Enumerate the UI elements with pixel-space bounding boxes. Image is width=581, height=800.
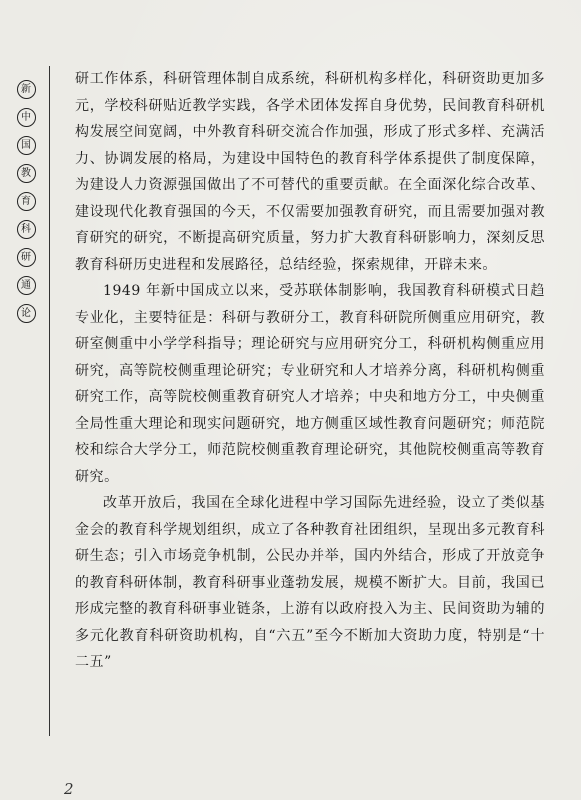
paragraph: 1949 年新中国成立以来，受苏联体制影响，我国教育科研模式日趋专业化，主要特征是：科研与教研分工，教育科研院所侧重应用研究，教研室侧重中小学学科指导；理论研究与应用研究分工，科研机构侧重应用研究，高等院校侧重理论研究；专业研究和人才培养分离，科研机构侧重研究工作，高等院校侧重教育研究人才培养；中央和地方分工，中央侧重全局性重大理论和现实问题研究，地方侧重区域性教育问题研究；师范院校和综合大学分工，师范院校侧重教育理论研究，其他院校侧重高等教育研究。 — [75, 283, 545, 485]
running-title-vertical — [13, 80, 39, 332]
running-title-char: 论 — [17, 304, 36, 323]
running-title-char: 研 — [17, 248, 36, 267]
running-title-char: 新 — [17, 80, 36, 99]
margin-rule — [49, 66, 50, 736]
running-title-char: 科 — [17, 220, 36, 239]
running-title-char: 通 — [17, 276, 36, 295]
running-title-char: 中 — [17, 108, 36, 127]
running-title-char: 国 — [17, 136, 36, 155]
body-text — [75, 66, 545, 676]
paragraph: 改革开放后，我国在全球化进程中学习国际先进经验，设立了类似基金会的教育科学规划组织，成立了各种教育社团组织，呈现出多元教育科研生态；引入市场竞争机制，公民办并举，国内外结合，形成了开放竞争的教育科研体制，教育科研事业蓬勃发展，规模不断扩大。目前，我国已形成完整的教育科研事业链条，上游有以政府投入为主、民间资助为辅的多元化教育科研资助机构，自“六五”至今不断加大资助力度，特别是“十二五” — [75, 495, 545, 670]
page-number: 2 — [64, 780, 74, 798]
paragraph-continued: 研工作体系，科研管理体制自成系统，科研机构多样化，科研资助更加多元，学校科研贴近教学实践，各学术团体发挥自身优势，民间教育科研机构发展空间宽阔，中外教育科研交流合作加强，形成了形式多样、充满活力、协调发展的格局，为建设中国特色的教育科学体系提供了制度保障，为建设人力资源强国做出了不可替代的重要贡献。在全面深化综合改革、建设现代化教育强国的今天，不仅需要加强教育研究，而且需要加强对教育研究的研究，不断提高研究质量，努力扩大教育科研影响力，深刻反思教育科研历史进程和发展路径，总结经验，探索规律，开辟未来。 — [75, 71, 545, 273]
running-title-char: 教 — [17, 164, 36, 183]
running-title-char: 育 — [17, 192, 36, 211]
